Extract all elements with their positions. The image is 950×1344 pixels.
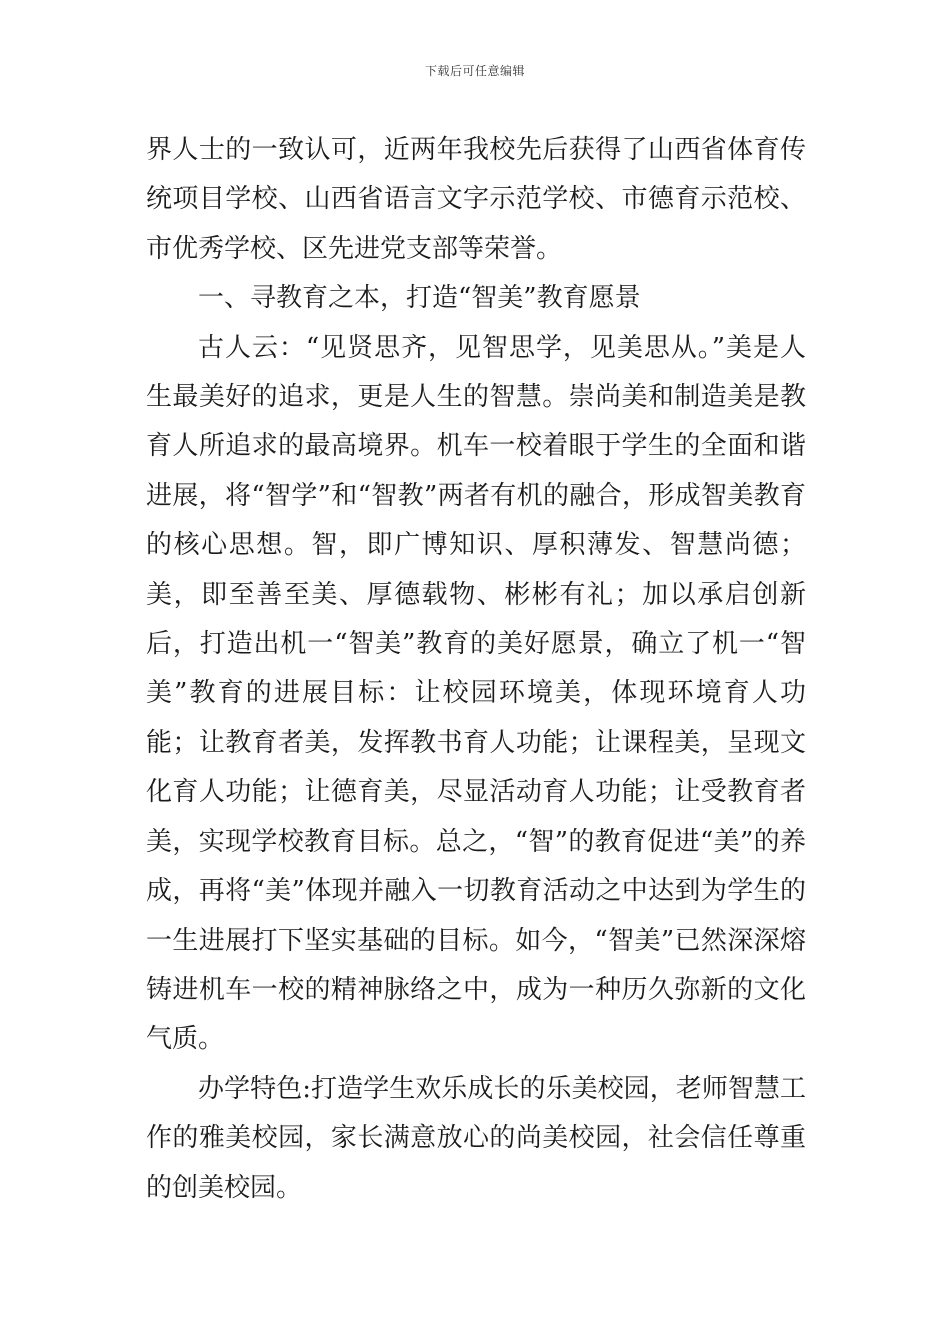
section-heading: 一、寻教育之本，打造“智美”教育愿景 [198,283,641,314]
document-body [146,126,806,1213]
paragraph-vision: 古人云：“见贤思齐，见智思学，见美思从。”美是人生最美好的追求，更是人生的智慧。崇尚美和制造美是教育人所追求的最高境界。机车一校着眼于学生的全面和谐进展，将“智学”和“智教”两者有机的融合，形成智美教育的核心思想。智，即广博知识、厚积薄发、智慧尚德；美，即至善至美、厚德载物、彬彬有礼；加以承启创新后，打造出机一“智美”教育的美好愿景，确立了机一“智美”教育的进展目标：让校园环境美，体现环境育人功能；让教育者美，发挥教书育人功能；让课程美，呈现文化育人功能；让德育美，尽显活动育人功能；让受教育者美，实现学校教育目标。总之，“智”的教育促进“美”的养成，再将“美”体现并融入一切教育活动之中达到为学生的一生进展打下坚实基础的目标。如今，“智美”已然深深熔铸进机车一校的精神脉络之中，成为一种历久弥新的文化气质。 [146,332,806,1055]
paragraph-honors: 界人士的一致认可，近两年我校先后获得了山西省体育传统项目学校、山西省语言文字示范学校、市德育示范校、市优秀学校、区先进党支部等荣誉。 [146,135,806,264]
page-header: 下载后可任意编辑 [424,64,525,78]
paragraph-features: 办学特色:打造学生欢乐成长的乐美校园，老师智慧工作的雅美校园，家长满意放心的尚美校园，社会信任尊重的创美校园。 [146,1073,806,1203]
